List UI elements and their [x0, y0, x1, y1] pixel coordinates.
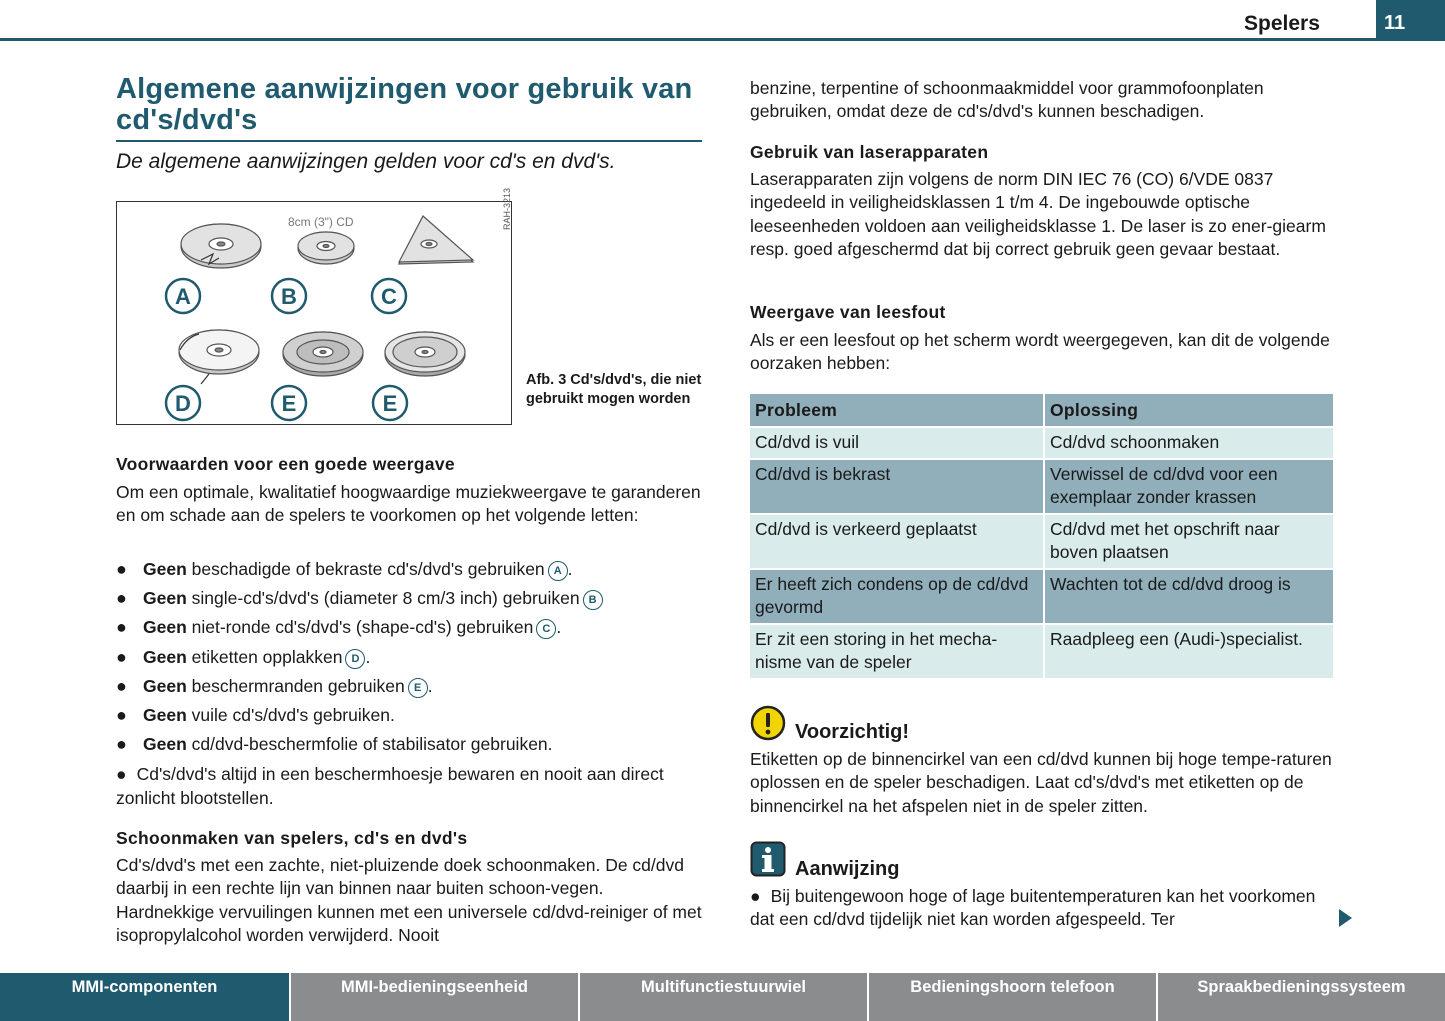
bullet-bold: Geen	[143, 704, 187, 725]
bullet-bold: Geen	[143, 734, 187, 755]
bullet-text: vuile cd's/dvd's gebruiken.	[186, 704, 395, 725]
figure-code: RAH-3213	[502, 187, 512, 230]
disc-a	[181, 224, 261, 268]
table-header-row	[750, 394, 1334, 427]
caution-text: Etiketten op de binnencirkel van een cd/dvd kunnen bij hoge tempe-raturen oplossen en de speler beschadigen. Laat cd's/dvd's met etiketten op de binnencirkel na het afspelen niet in de speler zitten.	[750, 749, 1332, 816]
heading-schoonmaken: Schoonmaken van spelers, cd's en dvd's	[116, 828, 468, 848]
table-cell: Er heeft zich condens op de cd/dvd gevormd	[750, 569, 1044, 624]
table-cell: Cd/dvd is bekrast	[750, 459, 1044, 514]
list-item	[116, 733, 716, 756]
caution-title: Voorzichtig!	[795, 721, 910, 743]
cd-illustration	[117, 187, 512, 423]
table-cell: Cd/dvd met het opschrift naar boven plaatsen	[1044, 514, 1334, 569]
list-item	[116, 587, 716, 610]
bullet-dot: ●	[116, 617, 127, 638]
section-subtitle: De algemene aanwijzingen gelden voor cd's en dvd's.	[116, 150, 616, 173]
laser-paragraph: Laserapparaten zijn volgens de norm DIN IEC 76 (CO) 6/VDE 0837 ingedeeld in veiligheidsklassen 1 t/m 4. De ingebouwde optische leeseenheden voldoen aan veiligheidsklasse 1. De laser is zo ener-giearm resp. goed afgeschermd dat bij correct gebruik geen gevaar bestaat.	[750, 169, 1326, 259]
bullet-text: beschadigde of bekraste cd's/dvd's gebruiken	[186, 559, 545, 579]
bullet-text: etiketten opplakken	[186, 646, 343, 667]
chapter-title: Spelers	[1244, 12, 1320, 35]
table-row	[750, 569, 1334, 624]
bullet-bold: Geen	[143, 646, 187, 667]
continue-arrow-icon[interactable]	[1339, 909, 1352, 927]
bullet-text: single-cd's/dvd's (diameter 8 cm/3 inch) gebruiken	[186, 588, 580, 609]
list-item: ● Geen beschadigde of bekraste cd's/dvd's gebruiken A .	[116, 559, 573, 579]
bullet-text: cd/dvd-beschermfolie of stabilisator gebruiken.	[186, 734, 553, 755]
leesfout-paragraph: Als er een leesfout op het scherm wordt weergegeven, kan dit de volgende oorzaken hebben:	[750, 330, 1330, 374]
figure-letter-d: D	[175, 391, 191, 416]
table-header-probleem: Probleem	[750, 394, 1044, 427]
list-item: ● Geen etiketten opplakken D .	[116, 646, 371, 667]
bullet-dot: ●	[116, 704, 127, 725]
bullet-dot: ●	[116, 588, 127, 609]
note-paragraph	[750, 885, 1340, 932]
last-bullet	[116, 763, 716, 810]
ref-badge-e: E	[408, 678, 428, 698]
ref-badge-a: A	[548, 561, 568, 581]
page-number: 11	[1376, 0, 1445, 40]
figure-letter-a: A	[175, 284, 191, 309]
header-rule	[0, 38, 1445, 41]
table-cell: Cd/dvd schoonmaken	[1044, 427, 1334, 459]
ref-badge-d: D	[345, 649, 365, 669]
bullet-dot: ●	[750, 886, 761, 906]
schoonmaken-paragraph: Cd's/dvd's met een zachte, niet-pluizende doek schoonmaken. De cd/dvd daarbij in een rechte lijn van binnen naar buiten schoon-vegen. Hardnekkige vervuilingen kunnen met een universele cd/dvd-reiniger of met isopropylalcohol worden verwijderd. Nooit	[116, 855, 702, 945]
table-row	[750, 427, 1334, 459]
table-cell: Er zit een storing in het mecha-nisme van de speler	[750, 624, 1044, 678]
tab-spraakbedieningssysteem[interactable]: Spraakbedieningssysteem	[1158, 973, 1445, 1021]
table-header-oplossing: Oplossing	[1044, 394, 1334, 427]
bullet-dot: ●	[116, 559, 127, 579]
footer-tabs	[0, 973, 1445, 1021]
heading-laser: Gebruik van laserapparaten	[750, 142, 989, 162]
figure-8cm-label: 8cm (3") CD	[288, 215, 354, 229]
ref-badge-c: C	[536, 619, 556, 639]
bullet-dot: ●	[116, 764, 127, 784]
intro-paragraph: Om een optimale, kwalitatief hoogwaardige muziekweergave te garanderen en om schade aan de spelers te voorkomen op het volgende letten:	[116, 482, 701, 526]
bullet-bold: Geen	[143, 588, 187, 609]
bullet-bold: Geen	[143, 617, 187, 638]
warning-icon	[750, 705, 786, 741]
bullet-text: beschermranden gebruiken	[186, 675, 405, 696]
table-cell: Raadpleeg een (Audi-)specialist.	[1044, 624, 1334, 678]
figure-letter-b: B	[281, 284, 297, 309]
bullet-dot: ●	[116, 675, 127, 696]
table-cell: Wachten tot de cd/dvd droog is	[1044, 569, 1334, 624]
disc-d	[179, 330, 259, 384]
table-row	[750, 624, 1334, 678]
bullet-bold: Geen	[143, 559, 187, 579]
heading-leesfout: Weergave van leesfout	[750, 302, 946, 322]
note-title: Aanwijzing	[795, 858, 900, 880]
list-item	[116, 704, 716, 727]
bullet-dot: ●	[116, 646, 127, 667]
cd-figure	[116, 187, 512, 425]
figure-letter-c: C	[381, 284, 397, 309]
bullet-bold: Geen	[143, 675, 187, 696]
continued-paragraph: benzine, terpentine of schoonmaakmiddel voor grammofoonplaten gebruiken, omdat deze de cd's/dvd's kunnen beschadigen.	[750, 78, 1264, 122]
ref-badge-b: B	[583, 590, 603, 610]
figure-letter-e2: E	[382, 391, 398, 416]
list-item: ● Geen beschermranden gebruiken E .	[116, 675, 433, 696]
disc-c	[399, 216, 473, 264]
tab-mmi-componenten[interactable]: MMI-componenten	[0, 973, 291, 1021]
title-rule	[116, 140, 702, 142]
info-icon	[750, 841, 786, 877]
bullet-list	[116, 558, 716, 762]
last-bullet-text: Cd's/dvd's altijd in een beschermhoesje bewaren en nooit aan direct zonlicht blootstellen.	[116, 764, 664, 808]
section-title: Algemene aanwijzingen voor gebruik van cd's/dvd's	[116, 73, 693, 136]
table-row	[750, 459, 1334, 514]
table-cell: Cd/dvd is verkeerd geplaatst	[750, 514, 1044, 569]
tab-bedieningshoorn-telefoon[interactable]: Bedieningshoorn telefoon	[869, 973, 1158, 1021]
list-item: ● Geen niet-ronde cd's/dvd's (shape-cd's) gebruiken C .	[116, 617, 562, 638]
bullet-text: niet-ronde cd's/dvd's (shape-cd's) gebruiken	[186, 617, 534, 638]
tab-multifunctiestuurwiel[interactable]: Multifunctiestuurwiel	[580, 973, 869, 1021]
figure-caption: Afb. 3 Cd's/dvd's, die niet gebruikt mogen worden	[526, 372, 702, 407]
bullet-dot: ●	[116, 734, 127, 755]
tab-mmi-bedieningseenheid[interactable]: MMI-bedieningseenheid	[291, 973, 580, 1021]
disc-e2	[385, 332, 465, 376]
disc-b	[298, 232, 354, 264]
table-cell: Cd/dvd is vuil	[750, 427, 1044, 459]
table-cell: Verwissel de cd/dvd voor een exemplaar zonder krassen	[1044, 459, 1334, 514]
figure-letter-e1: E	[281, 391, 297, 416]
note-text: Bij buitengewoon hoge of lage buitentemperaturen kan het voorkomen dat een cd/dvd tijdelijk niet kan worden afgespeeld. Ter	[750, 886, 1316, 930]
table-row	[750, 514, 1334, 569]
error-table	[750, 394, 1335, 678]
disc-e1	[283, 332, 363, 376]
heading-voorwaarden: Voorwaarden voor een goede weergave	[116, 454, 455, 474]
